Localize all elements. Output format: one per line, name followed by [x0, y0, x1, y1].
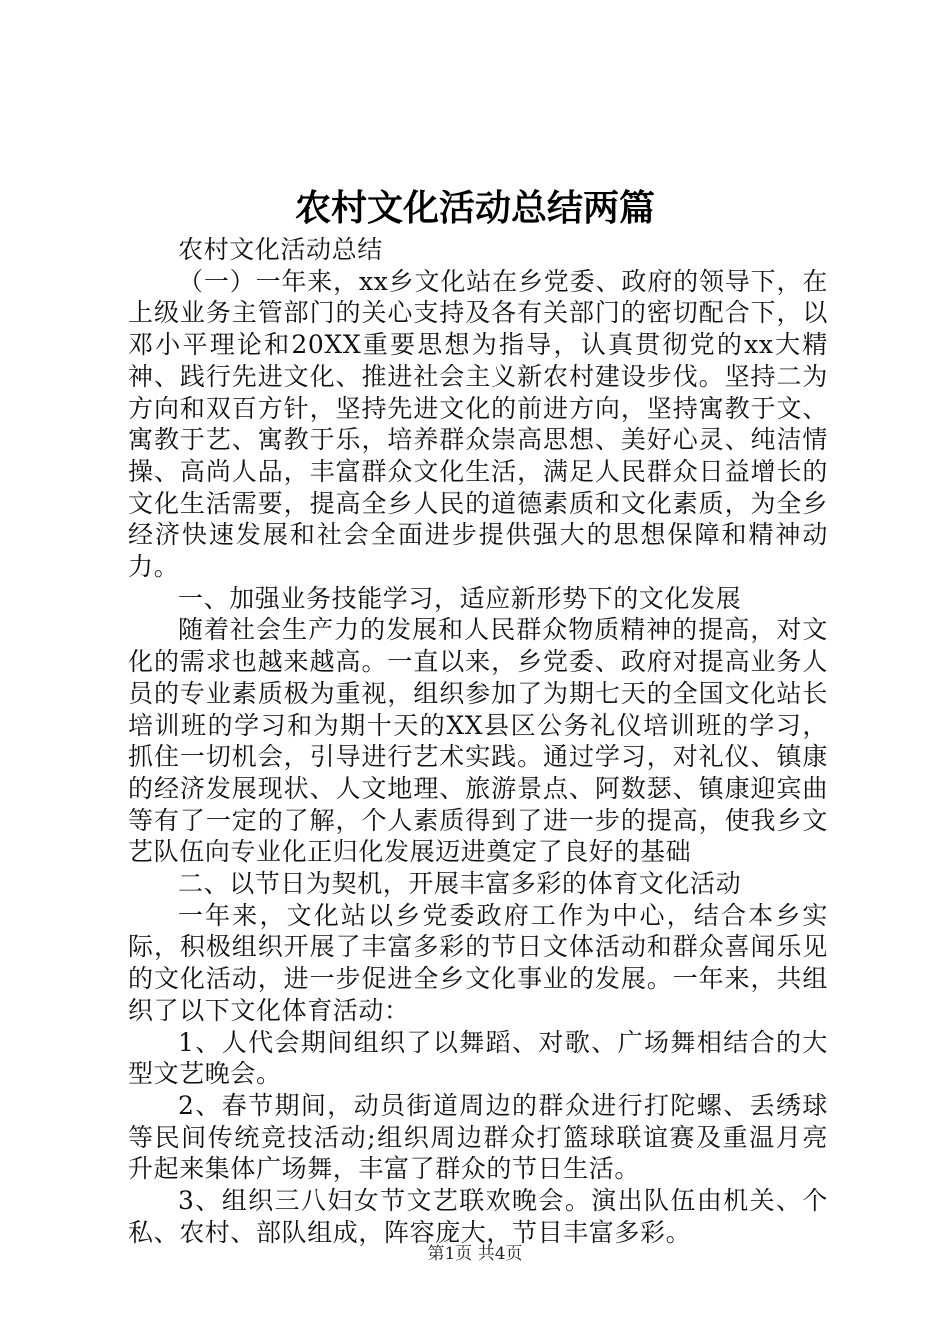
paragraph-intro: （一）一年来，xx乡文化站在乡党委、政府的领导下，在上级业务主管部门的关心支持及各有关部门的密切配合下，以邓小平理论和20XX重要思想为指导，认真贯彻党的xx大精神、践行先进文化、推进社会主义新农村建设步伐。坚持二为方向和双百方针，坚持先进文化的前进方向，坚持寓教于文、寓教于艺、寓教于乐，培养群众崇高思想、美好心灵、纯洁情操、高尚人品，丰富群众文化生活，满足人民群众日益增长的文化生活需要，提高全乡人民的道德素质和文化素质，为全乡经济快速发展和社会全面进步提供强大的思想保障和精神动力。 — [128, 266, 828, 582]
page-footer: 第1页 共4页 — [427, 1244, 523, 1264]
document-title: 农村文化活动总结两篇 — [294, 187, 655, 229]
paragraph-subtitle: 农村文化活动总结 — [178, 235, 383, 264]
paragraph-section-2: 一年来，文化站以乡党委政府工作为中心，结合本乡实际，积极组织开展了丰富多彩的节日文体活动和群众喜闻乐见的文化活动，进一步促进全乡文化事业的发展。一年来，共组织了以下文化体育活动： — [128, 900, 828, 1025]
section-heading-2: 二、以节日为契机，开展丰富多彩的体育文化活动 — [178, 869, 742, 899]
section-heading-1: 一、加强业务技能学习，适应新形势下的文化发展 — [178, 583, 742, 613]
list-item-1: 1、人代会期间组织了以舞蹈、对歌、广场舞相结合的大型文艺晚会。 — [128, 1027, 828, 1089]
paragraph-section-1: 随着社会生产力的发展和人民群众物质精神的提高，对文化的需求也越来越高。一直以来，乡党委、政府对提高业务人员的专业素质极为重视，组织参加了为期七天的全国文化站长培训班的学习和为期十天的XX县区公务礼仪培训班的学习，抓住一切机会，引导进行艺术实践。通过学习，对礼仪、镇康的经济发展现状、人文地理、旅游景点、阿数瑟、镇康迎宾曲等有了一定的了解，个人素质得到了进一步的提高，使我乡文艺队伍向专业化正归化发展迈进奠定了良好的基础 — [128, 615, 828, 867]
list-item-2: 2、春节期间，动员街道周边的群众进行打陀螺、丢绣球等民间传统竞技活动;组织周边群众打篮球联谊赛及重温月亮升起来集体广场舞，丰富了群众的节日生活。 — [128, 1090, 828, 1184]
list-item-3: 3、组织三八妇女节文艺联欢晚会。演出队伍由机关、个私、农村、部队组成，阵容庞大，节目丰富多彩。 — [128, 1186, 828, 1247]
document-body — [128, 234, 828, 1249]
